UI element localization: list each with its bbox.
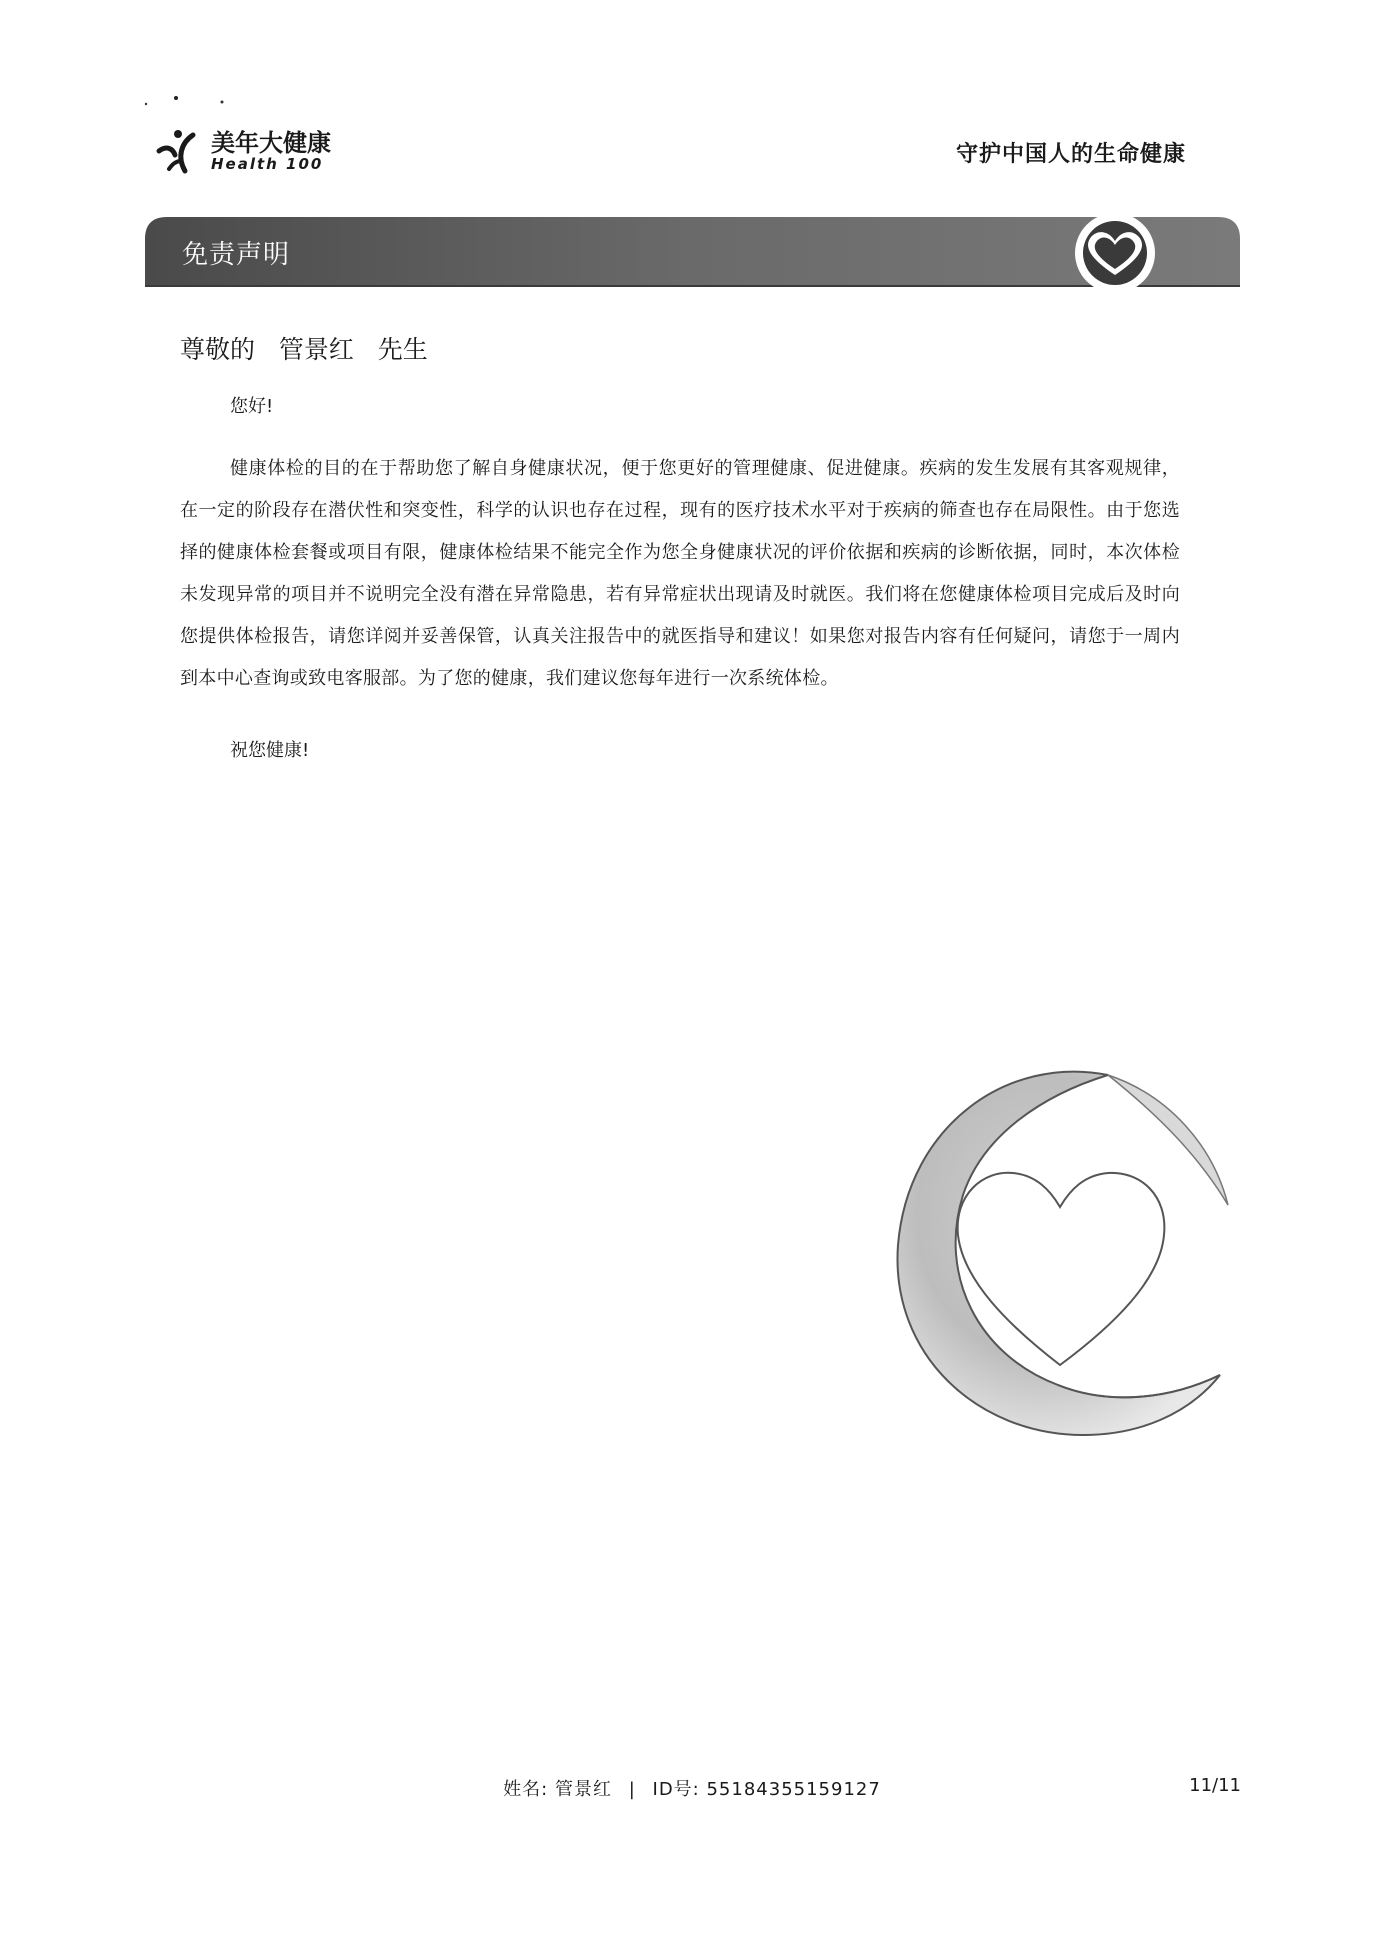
logo-name-en: Health 100 [211,154,324,173]
footer-name-label: 姓名: [503,1779,549,1800]
letter-salutation [180,330,428,366]
company-logo [155,125,331,177]
footer-id-value: 55184355159127 [706,1779,881,1800]
page-number: 11/11 [1189,1775,1241,1796]
letter-hello: 您好! [230,396,274,417]
page-footer [0,1775,1384,1801]
heart-watermark-icon [868,1055,1248,1455]
logo-name-cn: 美年大健康 [211,128,331,157]
header-slogan: 守护中国人的生命健康 [955,142,1186,167]
scan-artifact-dots [140,92,240,112]
footer-id-label: ID号: [652,1779,700,1800]
recipient-title: 先生 [377,335,428,364]
salutation-prefix: 尊敬的 [180,335,256,364]
banner-title: 免责声明 [182,240,291,270]
letter-closing: 祝您健康! [230,740,310,761]
footer-name-value: 管景红 [554,1779,612,1800]
footer-separator: | [628,1779,636,1800]
disclaimer-body: 健康体检的目的在于帮助您了解自身健康状况，便于您更好的管理健康、促进健康。疾病的发生发展有其客观规律，在一定的阶段存在潜伏性和突变性，科学的认识也存在过程，现有的医疗技术水平对于疾病的筛查也存在局限性。由于您选择的健康体检套餐或项目有限，健康体检结果不能完全作为您全身健康状况的评价依据和疾病的诊断依据，同时，本次体检未发现异常的项目并不说明完全没有潜在异常隐患，若有异常症状出现请及时就医。我们将在您健康体检项目完成后及时向您提供体检报告，请您详阅并妥善保管，认真关注报告中的就医指导和建议！如果您对报告内容有任何疑问，请您于一周内到本中心查询或致电客服部。为了您的健康，我们建议您每年进行一次系统体检。 [180,458,1180,689]
logo-figure-icon [155,125,207,177]
heart-icon [1075,217,1155,287]
recipient-name: 管景红 [278,335,354,364]
section-banner [145,217,1240,287]
